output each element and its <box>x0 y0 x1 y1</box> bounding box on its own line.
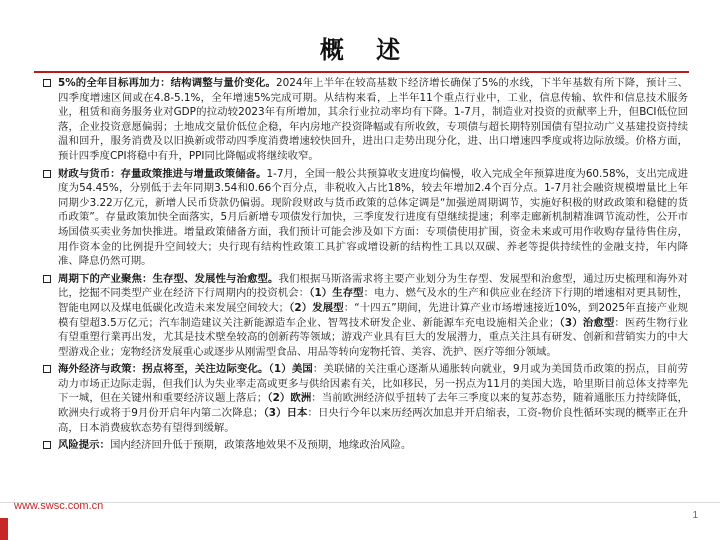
bullet-title: 周期下的产业聚焦：生存型、发展性与治愈型。 <box>58 272 279 285</box>
bullet-body-development: ：“十四五”期间，先进计算产业市场增速接近10%，到2025年直接产业规模有望超3.5万亿元；汽车制造建议关注新能源造车企业、智驾技术研发企业、新能源车充电设施相关企业； <box>58 301 688 329</box>
bullet-subheading-healing: （3）治愈型 <box>559 316 615 329</box>
bullet-industry-focus <box>42 272 688 360</box>
bullet-subheading-survival: （1）生存型 <box>309 287 364 300</box>
footer-divider <box>0 502 720 503</box>
bullet-overseas <box>42 362 688 435</box>
bullet-subheading-japan: （3）日本 <box>263 407 308 420</box>
bullet-body-japan: ：日央行今年以来历经两次加息并开启缩表，工资-物价良性循环实现的概率正在升高，日本消费疲软态势有望得到缓解。 <box>58 407 689 434</box>
bullet-body: 2024年上半年在较高基数下经济增长确保了5%的水线，下半年基数有所下降，预计三、四季度增速区间或在4.8-5.1%，全年增速5%完成可期。从结构来看，上半年11个重点行业中，工业，信息传输、软件和信息技术服务业，租赁和商务服务业对GDP的拉动较2023年有所增加，其余行业拉动率均有下降。1-7月，制造业对投资的贡献率上升，但BCI低位回落，企业投资意愿偏弱；土地成交量价低位企稳，年内房地产投资降幅或有所收敛，专项债与超长期特别国债有望拉动广义基建投资持续温和回升，服务消费及以旧换新或带动四季度消费增速较快回升，进出口走势出现分化，进、出口增速四季度或将边际放缓。价格方面，预计四季度CPI将稳中有升，PPI同比降幅或将继续收窄。 <box>58 77 688 162</box>
bullet-body: 1-7月，全国一般公共预算收支进度均偏慢，收入完成全年预算进度为60.58%，支出完成进度为54.45%，分别低于去年同期3.54和0.66个百分点，非税收入占比18%，较去年增加2.4个百分点。1-7月社会融资规模增量比上年同期少3.22万亿元，新增人民币贷款仍偏弱。现阶段财政与货币政策的总体定调是“加强逆周期调节，实施好积极的财政政策和稳健的货币政策”。存量政策加快全面落实，5月后新增专项债发行加快，三季度发行进度有望继续提速；利率走廊新机制精准调节流动性，公开市场国债买卖业务加快推进。增量政策储备方面，我们预计可能会涉及如下方面：专项债使用扩围，资金未来或可用作收购存量待售住房，用作资本金的比例提升空间较大；央行现有结构性政策工具扩容或增设新的结构性工具以双碳、养老等提供持续性的金融支持，年内降准、降息仍然可期。 <box>58 167 688 268</box>
bullet-title: 财政与货币：存量政策推进与增量政策储备。 <box>58 167 267 180</box>
bullet-body-healing: ：医药生物行业有望重塑行業再出发，尤其是技术壁垒较高的创新药等领域；游戏产业具有巨大的发展潜力，重点关注具有研发、创新和营销实力的中大型游戏企业；宠物经济发展重心或逐步从刚需型食品、用品等转向宠物托管、美容、洗护、医疗等细分领域。 <box>58 316 689 358</box>
page-title: 概 述 <box>319 36 413 64</box>
bullet-title: 5%的全年目标再加力：结构调整与量价变化。 <box>58 77 277 89</box>
bullet-body: 国内经济回升低于预期，政策落地效果不及预期，地缘政治风险。 <box>109 439 412 452</box>
checkbox-square-icon <box>43 275 51 283</box>
title-divider <box>34 71 689 73</box>
bullet-growth-target <box>42 76 688 164</box>
checkbox-square-icon <box>43 441 51 449</box>
bullet-body-survival: ：电力、燃气及水的生产和供应业在经济下行期的增速相对更具韧性，智能电网以及煤电低碳化改造未来发展空间较大； <box>58 287 688 314</box>
bullet-body-europe: ：当前欧洲经济似乎扭转了去年三季度以来的复苏态势，随着通胀压力持续降低，欧洲央行或将于9月份开启年内第二次降息； <box>58 392 688 420</box>
bullet-risk <box>42 438 688 453</box>
bullet-body-intro: 我们根据马斯洛需求将主要产业划分为生存型、发展型和治愈型，通过历史梳理和海外对比，挖掘不同类型产业在经济下行周期内的投资机会： <box>58 272 689 300</box>
footer-url[interactable]: www.swsc.com.cn <box>14 500 104 512</box>
corner-accent-stripe <box>0 518 8 540</box>
bullet-title: 风险提示： <box>58 439 110 452</box>
summary-content <box>42 76 688 456</box>
bullet-subheading-development: （2）发展型 <box>288 301 344 314</box>
bullet-fiscal-monetary <box>42 167 688 269</box>
bullet-title: 海外经济与政策：拐点将至，关注边际变化。 <box>58 363 269 376</box>
bullet-subheading-us: （1）美国 <box>268 363 313 376</box>
checkbox-square-icon <box>43 170 51 178</box>
page-number: 1 <box>692 510 698 521</box>
checkbox-square-icon <box>43 79 51 87</box>
bullet-subheading-europe: （2）欧洲 <box>267 392 312 405</box>
bullet-body-us: ：美联储的关注重心逐渐从通胀转向就业，9月或为美国货币政策的拐点，目前劳动力市场正边际走弱，但我们认为失业率走高或更多与供给因素有关，比如移民，另一拐点为11月的美国大选，哈里斯目前总体支持率先下一城，但在关键州和重要经济议题上落后； <box>58 363 689 405</box>
checkbox-square-icon <box>43 365 51 373</box>
